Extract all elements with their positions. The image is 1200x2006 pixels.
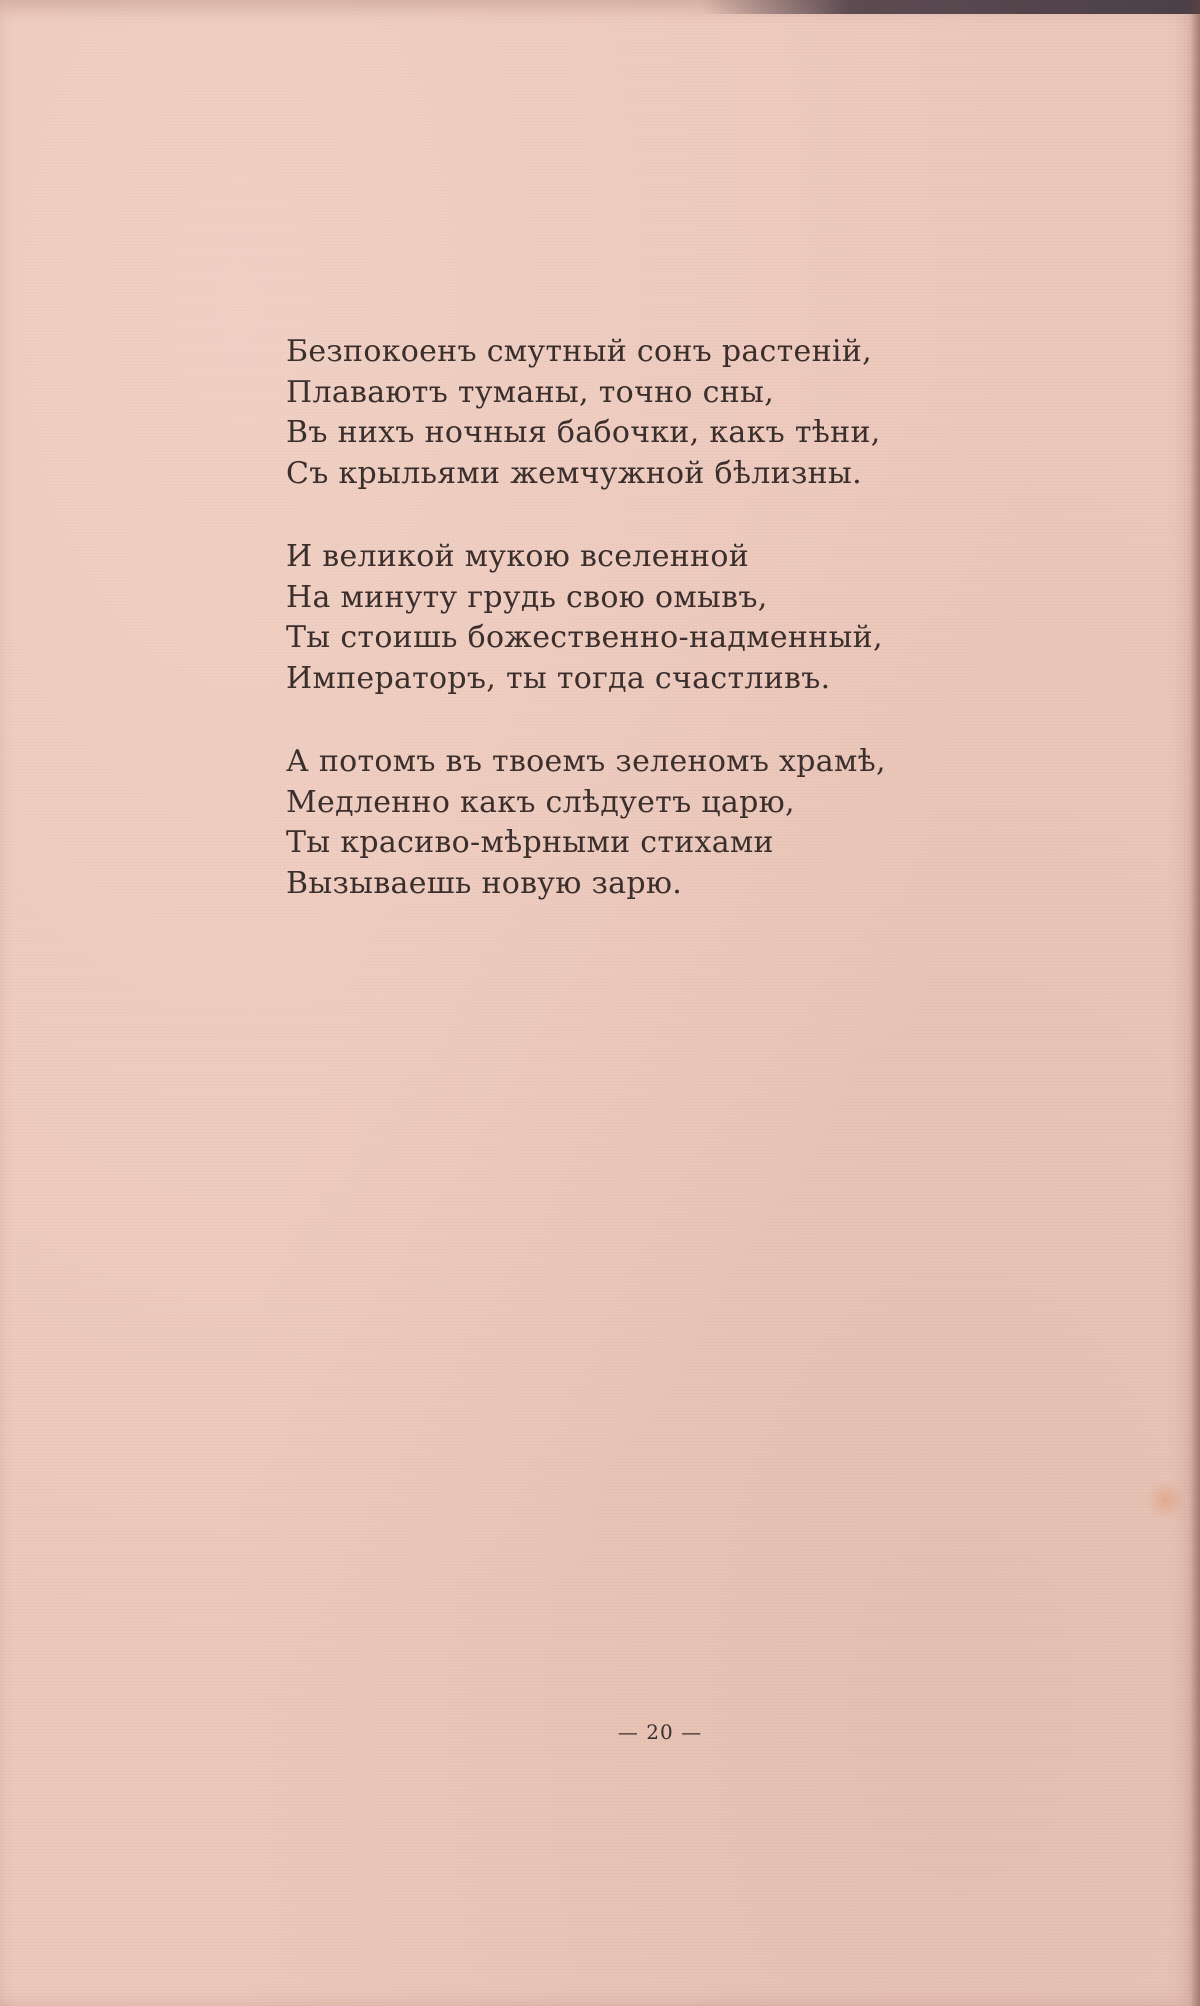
poem-line: На минуту грудь свою омывъ,: [286, 579, 768, 615]
paper-stain: [1146, 1480, 1186, 1520]
poem-line: Ты красиво-мѣрными стихами: [286, 825, 774, 860]
book-cover-edge: [700, 0, 1200, 14]
poem-line: Медленно какъ слѣдуетъ царю,: [286, 784, 795, 820]
stanza-3: [286, 742, 986, 904]
page-edge-shadow: [1190, 0, 1200, 2006]
poem-line: Ты стоишь божественно-надменный,: [286, 620, 883, 655]
poem-line: Императоръ, ты тогда счастливъ.: [286, 660, 831, 696]
poem-line: Вызываешь новую зарю.: [286, 865, 683, 901]
stanza-1: [286, 332, 986, 494]
stanza-2: [286, 537, 986, 699]
poem-line: Плаваютъ туманы, точно сны,: [286, 374, 775, 410]
poem-line: А потомъ въ твоемъ зеленомъ храмѣ,: [286, 744, 886, 779]
poem-line: Съ крыльями жемчужной бѣлизны.: [286, 455, 862, 491]
page-number: — 20 —: [617, 1720, 703, 1744]
poem-line: Въ нихъ ночныя бабочки, какъ тѣни,: [286, 415, 881, 450]
poem-line: Безпокоенъ смутный сонъ растеній,: [286, 334, 872, 369]
poem-line: И великой мукою вселенной: [286, 539, 749, 574]
poem-text: [286, 332, 986, 947]
